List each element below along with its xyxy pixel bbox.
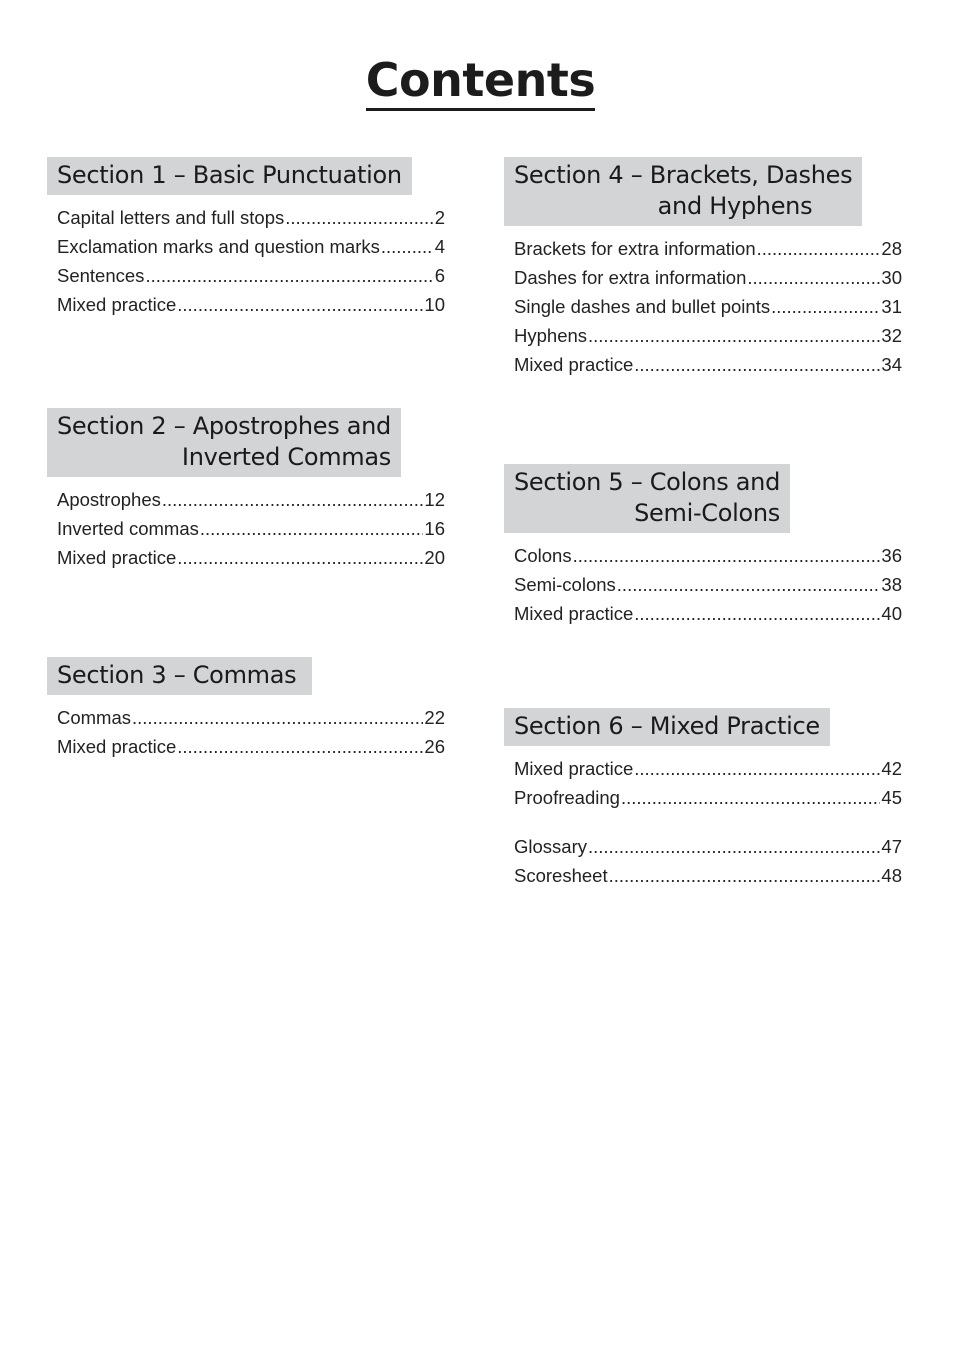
leader-dots <box>573 541 881 570</box>
page-title <box>0 52 961 111</box>
entry-label: Brackets for extra information <box>514 238 756 259</box>
section-heading <box>47 408 401 477</box>
entry-page: 2 <box>434 207 445 228</box>
section-heading-text: Section 3 – Commas <box>57 661 297 689</box>
entry-page: 4 <box>434 236 445 257</box>
entry-label: Mixed practice <box>514 354 634 375</box>
entry-label: Inverted commas <box>57 518 199 539</box>
section-heading <box>47 657 312 695</box>
toc-entry[interactable] <box>514 321 902 350</box>
entry-page: 48 <box>881 865 902 886</box>
entry-label: Proofreading <box>514 787 620 808</box>
section-1 <box>47 157 447 319</box>
entry-label: Sentences <box>57 265 145 286</box>
entry-page: 38 <box>881 574 902 595</box>
toc-entry[interactable] <box>57 485 445 514</box>
section-heading-text: Section 6 – Mixed Practice <box>514 712 820 740</box>
leader-dots <box>617 570 881 599</box>
toc-entry[interactable] <box>57 290 445 319</box>
entry-label: Apostrophes <box>57 489 161 510</box>
entry-page: 6 <box>434 265 445 286</box>
section-heading-text-line2: and Hyphens <box>657 192 813 220</box>
entry-list <box>47 703 447 761</box>
entry-label: Semi-colons <box>514 574 616 595</box>
toc-entry[interactable] <box>57 703 445 732</box>
entry-page: 22 <box>424 707 445 728</box>
toc-entry[interactable] <box>57 261 445 290</box>
page-title-text: Contents <box>366 52 595 111</box>
toc-entry-glossary[interactable] <box>514 832 902 861</box>
leader-dots <box>381 232 434 261</box>
entry-page: 20 <box>424 547 445 568</box>
entry-label: Hyphens <box>514 325 588 346</box>
entry-list <box>504 541 904 628</box>
section-6 <box>504 708 904 890</box>
entry-page: 42 <box>881 758 902 779</box>
entry-label: Scoresheet <box>514 865 608 886</box>
entry-label: Dashes for extra information <box>514 267 747 288</box>
section-heading-text: Section 1 – Basic Punctuation <box>57 161 402 189</box>
section-heading-text: Section 4 – Brackets, Dashes <box>514 161 853 189</box>
section-5 <box>504 464 904 628</box>
leader-dots <box>162 485 424 514</box>
entry-page: 40 <box>881 603 902 624</box>
leader-dots <box>588 321 880 350</box>
entry-page: 26 <box>424 736 445 757</box>
toc-entry[interactable] <box>514 292 902 321</box>
spacer <box>514 812 904 832</box>
entry-label: Commas <box>57 707 132 728</box>
toc-entry[interactable] <box>57 232 445 261</box>
entry-list <box>504 234 904 379</box>
toc-entry[interactable] <box>514 599 902 628</box>
toc-entry[interactable] <box>514 570 902 599</box>
toc-entry[interactable] <box>514 263 902 292</box>
leader-dots <box>747 263 880 292</box>
toc-entry[interactable] <box>514 234 902 263</box>
section-heading-text-line2: Inverted Commas <box>181 443 391 471</box>
toc-entry[interactable] <box>57 514 445 543</box>
entry-page: 34 <box>881 354 902 375</box>
entry-page: 28 <box>881 238 902 259</box>
section-heading-text-line2: Semi-Colons <box>634 499 781 527</box>
leader-dots <box>757 234 881 263</box>
section-heading-text: Section 2 – Apostrophes and <box>57 412 391 440</box>
entry-page: 32 <box>881 325 902 346</box>
entry-page: 31 <box>881 296 902 317</box>
section-heading <box>504 157 862 226</box>
entry-label: Capital letters and full stops <box>57 207 285 228</box>
entry-page: 10 <box>424 294 445 315</box>
entry-page: 45 <box>881 787 902 808</box>
toc-entry[interactable] <box>514 754 902 783</box>
toc-entry[interactable] <box>57 732 445 761</box>
leader-dots <box>285 203 433 232</box>
leader-dots <box>177 290 423 319</box>
leader-dots <box>200 514 424 543</box>
leader-dots <box>177 732 423 761</box>
leader-dots <box>177 543 423 572</box>
entry-list <box>47 485 447 572</box>
leader-dots <box>609 861 881 890</box>
leader-dots <box>588 832 880 861</box>
leader-dots <box>132 703 423 732</box>
entry-label: Exclamation marks and question marks <box>57 236 380 257</box>
toc-entry[interactable] <box>514 541 902 570</box>
toc-entry[interactable] <box>57 543 445 572</box>
section-2 <box>47 408 447 572</box>
toc-entry[interactable] <box>514 783 902 812</box>
entry-page: 36 <box>881 545 902 566</box>
entry-list <box>504 754 904 890</box>
toc-entry[interactable] <box>57 203 445 232</box>
entry-label: Mixed practice <box>514 758 634 779</box>
entry-list <box>47 203 447 319</box>
section-heading-text: Section 5 – Colons and <box>514 468 781 496</box>
entry-page: 47 <box>881 836 902 857</box>
leader-dots <box>634 599 880 628</box>
entry-label: Glossary <box>514 836 587 857</box>
entry-label: Mixed practice <box>57 547 177 568</box>
toc-entry-scoresheet[interactable] <box>514 861 902 890</box>
entry-label: Mixed practice <box>514 603 634 624</box>
entry-label: Colons <box>514 545 572 566</box>
entry-label: Single dashes and bullet points <box>514 296 771 317</box>
leader-dots <box>145 261 433 290</box>
toc-entry[interactable] <box>514 350 902 379</box>
section-heading <box>504 464 790 533</box>
section-3 <box>47 657 447 761</box>
section-4 <box>504 157 904 379</box>
entry-page: 12 <box>424 489 445 510</box>
entry-page: 30 <box>881 267 902 288</box>
entry-label: Mixed practice <box>57 294 177 315</box>
leader-dots <box>771 292 880 321</box>
leader-dots <box>634 754 880 783</box>
section-heading <box>47 157 412 195</box>
entry-page: 16 <box>424 518 445 539</box>
leader-dots <box>621 783 880 812</box>
leader-dots <box>634 350 880 379</box>
section-heading <box>504 708 830 746</box>
entry-label: Mixed practice <box>57 736 177 757</box>
